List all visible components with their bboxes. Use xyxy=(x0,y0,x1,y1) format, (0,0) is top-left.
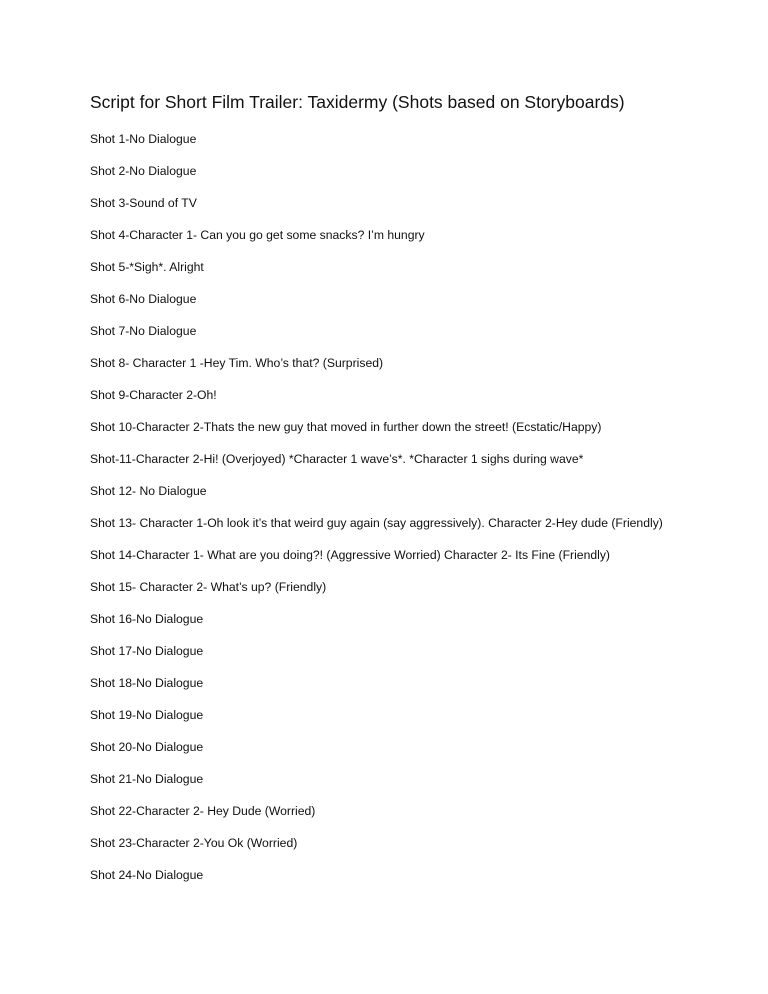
shot-line: Shot 15- Character 2- What’s up? (Friendly) xyxy=(90,580,327,594)
document-title: Script for Short Film Trailer: Taxidermy (Shots based on Storyboards) xyxy=(90,92,625,112)
shot-line: Shot 23-Character 2-You Ok (Worried) xyxy=(90,836,298,850)
shot-line: Shot 2-No Dialogue xyxy=(90,164,197,178)
shot-line: Shot 22-Character 2- Hey Dude (Worried) xyxy=(90,804,316,818)
shot-list xyxy=(90,129,750,897)
shot-line: Shot 20-No Dialogue xyxy=(90,740,204,754)
shot-line: Shot 24-No Dialogue xyxy=(90,868,204,882)
shot-line: Shot 17-No Dialogue xyxy=(90,644,204,658)
shot-line: Shot 18-No Dialogue xyxy=(90,676,204,690)
shot-line: Shot 10-Character 2-Thats the new guy that moved in further down the street! (Ecstatic/Happy) xyxy=(90,420,602,434)
shot-line: Shot 8- Character 1 -Hey Tim. Who’s that? (Surprised) xyxy=(90,356,384,370)
shot-line: Shot 6-No Dialogue xyxy=(90,292,197,306)
shot-line: Shot 1-No Dialogue xyxy=(90,132,197,146)
shot-line: Shot 13- Character 1-Oh look it’s that weird guy again (say aggressively). Character 2-Hey dude (Friendly) xyxy=(90,516,663,530)
shot-line: Shot 3-Sound of TV xyxy=(90,196,197,210)
shot-line: Shot 9-Character 2-Oh! xyxy=(90,388,217,402)
shot-line: Shot 14-Character 1- What are you doing?! (Aggressive Worried) Character 2- Its Fine (Friendly) xyxy=(90,548,610,562)
shot-line: Shot 16-No Dialogue xyxy=(90,612,204,626)
shot-line: Shot 19-No Dialogue xyxy=(90,708,204,722)
shot-line: Shot 7-No Dialogue xyxy=(90,324,197,338)
shot-line: Shot 4-Character 1- Can you go get some snacks? I’m hungry xyxy=(90,228,425,242)
shot-line: Shot 21-No Dialogue xyxy=(90,772,204,786)
shot-line: Shot-11-Character 2-Hi! (Overjoyed) *Character 1 wave’s*. *Character 1 sighs during wave* xyxy=(90,452,584,466)
shot-line: Shot 5-*Sigh*. Alright xyxy=(90,260,204,274)
shot-line: Shot 12- No Dialogue xyxy=(90,484,207,498)
